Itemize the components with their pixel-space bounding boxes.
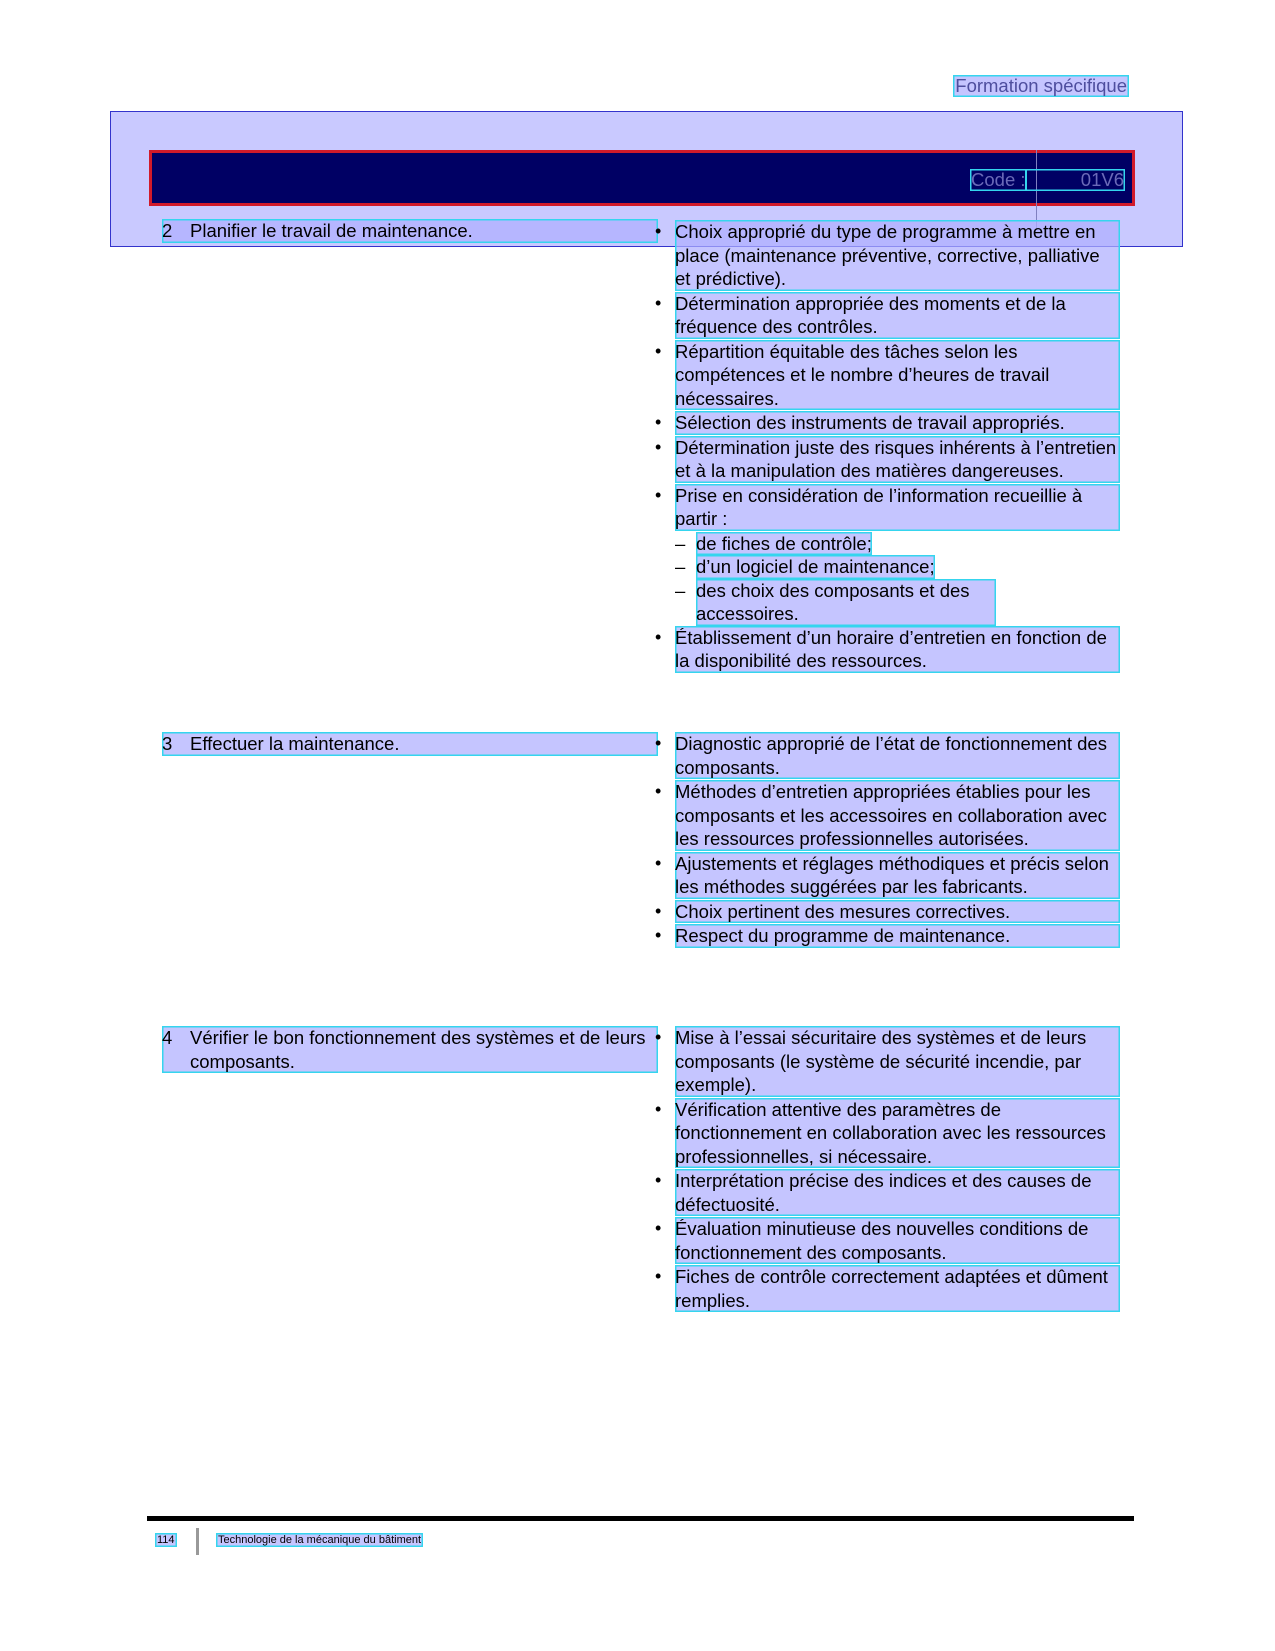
dash-icon: – <box>675 556 686 577</box>
sub-item <box>655 555 1120 579</box>
criterion-item <box>655 900 1120 924</box>
objective-2 <box>162 219 658 243</box>
criterion-item <box>655 292 1120 339</box>
sub-item-text: de fiches de contrôle; <box>696 532 872 554</box>
bullet-icon <box>655 436 675 483</box>
bullet-icon <box>655 1026 675 1097</box>
footer-separator <box>196 1528 199 1555</box>
criterion-text: Détermination juste des risques inhérents à l’entretien et à la manipulation des matières dangereuses. <box>675 436 1120 483</box>
code-value: 01V6 <box>1025 169 1125 191</box>
bullet-icon <box>655 732 675 779</box>
criterion-text: Choix pertinent des mesures correctives. <box>675 900 1120 924</box>
criterion-text: Prise en considération de l’information recueillie à partir : <box>675 484 1120 531</box>
footer-rule <box>147 1516 1134 1521</box>
criterion-item <box>655 1265 1120 1312</box>
criterion-item <box>655 484 1120 531</box>
objective-text: Vérifier le bon fonctionnement des systèmes et de leurs composants. <box>190 1027 646 1072</box>
bullet-icon <box>655 1217 675 1264</box>
bullet-icon <box>655 340 675 411</box>
objective-text: Planifier le travail de maintenance. <box>190 220 473 241</box>
objective-number: 2 <box>162 220 173 241</box>
criterion-text: Mise à l’essai sécuritaire des systèmes et de leurs composants (le système de sécurité incendie, par exemple). <box>675 1026 1120 1097</box>
criterion-text: Répartition équitable des tâches selon les compétences et le nombre d’heures de travail nécessaires. <box>675 340 1120 411</box>
criterion-item <box>655 626 1120 673</box>
criterion-item <box>655 340 1120 411</box>
criterion-item <box>655 924 1120 948</box>
objective-text: Effectuer la maintenance. <box>190 733 400 754</box>
code-label: Code : <box>971 169 1026 190</box>
bullet-icon <box>655 292 675 339</box>
bullet-icon <box>655 780 675 851</box>
footer-page-number: 114 <box>157 1534 175 1546</box>
bullet-icon <box>655 852 675 899</box>
sub-item-text: des choix des composants et des accessoires. <box>696 579 996 626</box>
bullet-icon <box>655 484 675 531</box>
objective-number: 3 <box>162 733 173 754</box>
bullet-icon <box>655 924 675 948</box>
criterion-text: Diagnostic approprié de l’état de fonctionnement des composants. <box>675 732 1120 779</box>
bullet-icon <box>655 626 675 673</box>
criterion-text: Méthodes d’entretien appropriées établies pour les composants et les accessoires en collaboration avec les ressources professionnelles autorisées. <box>675 780 1120 851</box>
criterion-item <box>655 852 1120 899</box>
criterion-text: Interprétation précise des indices et des causes de défectuosité. <box>675 1169 1120 1216</box>
criteria-list-4 <box>655 1026 1120 1313</box>
bullet-icon <box>655 1169 675 1216</box>
criterion-text: Respect du programme de maintenance. <box>675 924 1120 948</box>
criterion-item <box>655 732 1120 779</box>
bullet-icon <box>655 220 675 291</box>
bullet-icon <box>655 411 675 435</box>
sub-item <box>655 579 1120 626</box>
dash-icon: – <box>675 579 686 601</box>
page-header-title: Formation spécifique <box>955 75 1127 96</box>
sub-item <box>655 532 1120 556</box>
bullet-icon <box>655 1098 675 1169</box>
dash-icon: – <box>675 532 686 554</box>
criterion-item <box>655 1026 1120 1097</box>
criterion-item <box>655 1217 1120 1264</box>
criterion-text: Évaluation minutieuse des nouvelles conditions de fonctionnement des composants. <box>675 1217 1120 1264</box>
criterion-item <box>655 436 1120 483</box>
criterion-item <box>655 220 1120 291</box>
bullet-icon <box>655 1265 675 1312</box>
bullet-icon <box>655 900 675 924</box>
objective-3 <box>162 732 658 756</box>
criterion-item <box>655 411 1120 435</box>
criterion-item <box>655 1169 1120 1216</box>
criterion-text: Détermination appropriée des moments et de la fréquence des contrôles. <box>675 292 1120 339</box>
criterion-item <box>655 1098 1120 1169</box>
criterion-item <box>655 780 1120 851</box>
criterion-text: Vérification attentive des paramètres de fonctionnement en collaboration avec les ressources professionnelles, si nécessaire. <box>675 1098 1120 1169</box>
criterion-text: Choix approprié du type de programme à mettre en place (maintenance préventive, corrective, palliative et prédictive). <box>675 220 1120 291</box>
criterion-text: Établissement d’un horaire d’entretien en fonction de la disponibilité des ressources. <box>675 626 1120 673</box>
criterion-text: Sélection des instruments de travail appropriés. <box>675 411 1120 435</box>
objective-number: 4 <box>162 1027 173 1048</box>
criteria-list-3 <box>655 732 1120 949</box>
objective-4 <box>162 1026 658 1073</box>
criteria-list-2 <box>655 220 1120 674</box>
sub-item-text: d’un logiciel de maintenance; <box>696 556 935 577</box>
criterion-text: Fiches de contrôle correctement adaptées et dûment remplies. <box>675 1265 1120 1312</box>
criterion-text: Ajustements et réglages méthodiques et précis selon les méthodes suggérées par les fabricants. <box>675 852 1120 899</box>
footer-document-title: Technologie de la mécanique du bâtiment <box>218 1534 422 1546</box>
